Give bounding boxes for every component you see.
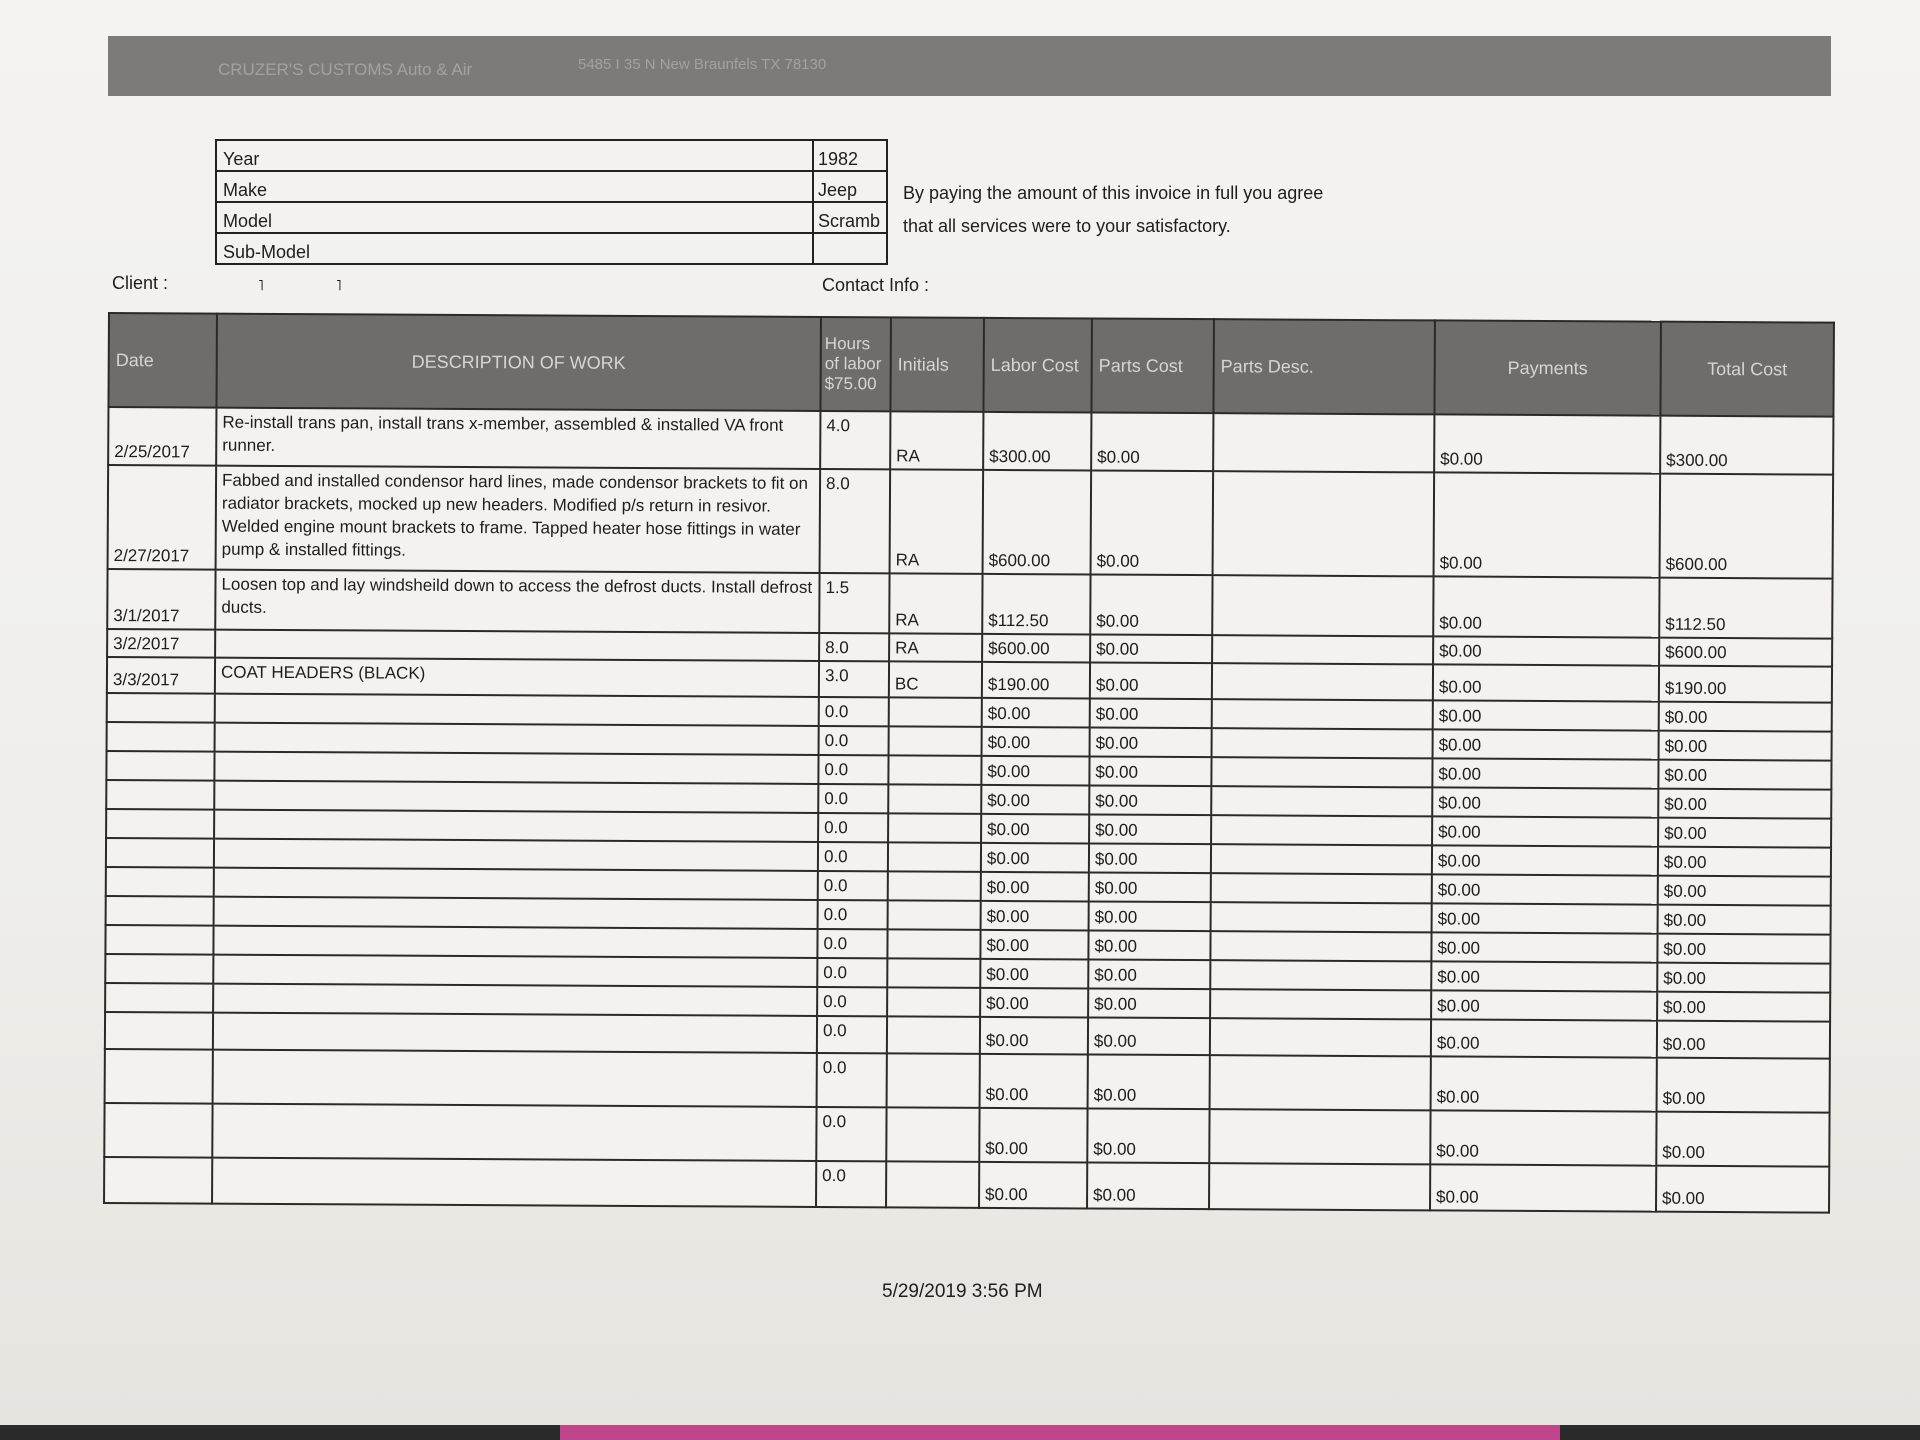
row-total-cost: $0.00 [1658, 876, 1831, 906]
table-row [104, 1157, 1829, 1213]
row-payments: $0.00 [1431, 932, 1657, 962]
row-parts-desc [1211, 786, 1432, 816]
row-description [213, 955, 817, 987]
row-payments: $0.00 [1433, 576, 1659, 637]
row-initials [888, 871, 981, 901]
row-hours: 0.0 [816, 1107, 886, 1161]
row-payments: $0.00 [1432, 903, 1658, 933]
row-labor-cost: $190.00 [982, 662, 1090, 699]
row-initials [887, 929, 980, 959]
agreement-line: By paying the amount of this invoice in full you agree [903, 183, 1324, 203]
row-parts-cost: $0.00 [1089, 843, 1211, 873]
row-payments: $0.00 [1432, 758, 1658, 788]
row-description [213, 1050, 817, 1107]
row-date: 3/1/2017 [107, 569, 215, 630]
row-initials [888, 755, 981, 785]
row-payments: $0.00 [1433, 636, 1659, 665]
row-parts-cost: $0.00 [1090, 634, 1212, 663]
row-hours: 1.5 [819, 573, 889, 633]
vehicle-row-submodel [216, 233, 887, 264]
row-total-cost: $0.00 [1658, 789, 1831, 819]
row-description: Re-install trans pan, install trans x-member, assembled & installed VA front runner. [216, 408, 820, 469]
col-total-cost-header: Total Cost [1660, 322, 1834, 417]
row-date [105, 925, 213, 955]
vehicle-value [813, 233, 887, 264]
row-initials [887, 987, 980, 1017]
col-date-header: Date [108, 313, 217, 408]
row-parts-desc [1211, 902, 1432, 932]
row-initials: RA [890, 411, 983, 470]
row-description [214, 781, 818, 813]
row-date [106, 896, 214, 926]
col-hours-header [820, 317, 891, 411]
row-parts-cost: $0.00 [1087, 1108, 1209, 1163]
row-parts-desc [1209, 1163, 1430, 1210]
row-parts-desc [1212, 699, 1433, 729]
row-parts-desc [1211, 815, 1432, 845]
row-parts-cost: $0.00 [1090, 727, 1212, 757]
row-parts-cost: $0.00 [1090, 662, 1212, 699]
row-initials: RA [889, 573, 982, 634]
row-description [214, 839, 818, 871]
row-labor-cost: $0.00 [979, 1108, 1087, 1163]
row-payments: $0.00 [1432, 816, 1658, 846]
col-payments-header: Payments [1434, 320, 1661, 415]
row-parts-desc [1210, 931, 1431, 961]
row-description: Loosen top and lay windsheild down to access the defrost ducts. Install defrost ducts. [215, 570, 819, 633]
vehicle-label: Model [216, 202, 813, 233]
row-total-cost: $0.00 [1657, 992, 1830, 1022]
row-total-cost: $0.00 [1657, 1021, 1830, 1059]
vehicle-label: Make [216, 171, 813, 202]
row-date [106, 751, 214, 781]
row-total-cost: $0.00 [1659, 702, 1832, 732]
row-date [105, 1049, 213, 1104]
row-date [105, 983, 213, 1013]
row-labor-cost: $0.00 [980, 988, 1088, 1018]
row-payments: $0.00 [1430, 1110, 1656, 1165]
row-hours: 0.0 [818, 871, 888, 900]
row-description: COAT HEADERS (BLACK) [215, 658, 819, 697]
print-timestamp: 5/29/2019 3:56 PM [882, 1281, 1043, 1302]
row-date: 2/25/2017 [108, 407, 216, 466]
row-hours: 8.0 [820, 469, 891, 573]
row-labor-cost: $300.00 [983, 412, 1091, 471]
row-labor-cost: $0.00 [982, 698, 1090, 728]
row-total-cost: $0.00 [1658, 847, 1831, 877]
row-total-cost: $0.00 [1659, 731, 1832, 761]
row-payments: $0.00 [1434, 472, 1661, 577]
row-parts-desc [1211, 757, 1432, 787]
row-payments: $0.00 [1432, 874, 1658, 904]
row-description [213, 1013, 817, 1053]
table-row [107, 569, 1832, 639]
row-labor-cost: $0.00 [981, 756, 1089, 786]
row-initials [886, 1161, 979, 1208]
col-parts-cost-header: Parts Cost [1091, 318, 1214, 413]
row-total-cost: $0.00 [1656, 1166, 1829, 1213]
row-initials [888, 813, 981, 843]
row-total-cost: $600.00 [1660, 474, 1834, 579]
shop-name: CRUZER'S CUSTOMS Auto & Air [218, 60, 473, 79]
row-description: Fabbed and installed condensor hard lines, made condensor brackets to fit on radiator brackets, mocked up new headers. Modified p/s return in resivor. Welded engine mount brackets to frame. Tapped heater hose fittings in water pump & installed fittings. [216, 466, 821, 573]
row-labor-cost: $0.00 [980, 1054, 1088, 1109]
row-total-cost: $300.00 [1660, 416, 1833, 475]
row-payments: $0.00 [1434, 414, 1660, 473]
row-parts-cost: $0.00 [1089, 901, 1211, 931]
row-hours: 0.0 [818, 813, 888, 842]
shop-banner [108, 36, 1831, 96]
row-initials [888, 842, 981, 872]
vehicle-row-year [216, 140, 887, 171]
table-row [108, 465, 1834, 579]
row-parts-desc [1211, 873, 1432, 903]
table-header-row [108, 313, 1833, 417]
row-initials [887, 1053, 980, 1108]
col-description-header: DESCRIPTION OF WORK [216, 314, 821, 411]
row-payments: $0.00 [1431, 961, 1657, 991]
row-total-cost: $0.00 [1658, 905, 1831, 935]
row-initials [889, 726, 982, 756]
row-total-cost: $0.00 [1658, 818, 1831, 848]
row-hours: 0.0 [817, 987, 887, 1016]
row-description [212, 1158, 816, 1207]
row-payments: $0.00 [1433, 729, 1659, 759]
row-total-cost: $0.00 [1657, 963, 1830, 993]
desk-surface [0, 1425, 1920, 1440]
row-parts-cost: $0.00 [1091, 412, 1213, 471]
row-hours: 3.0 [819, 661, 889, 697]
row-labor-cost: $0.00 [980, 1017, 1088, 1055]
agreement-text [903, 177, 1323, 243]
row-parts-cost: $0.00 [1089, 785, 1211, 815]
row-payments: $0.00 [1433, 664, 1659, 701]
row-description [212, 1104, 816, 1161]
row-description [214, 868, 818, 900]
row-initials [887, 1016, 980, 1054]
row-date [105, 1012, 213, 1050]
vehicle-value: Jeep [813, 171, 887, 202]
col-initials-header: Initials [890, 317, 984, 412]
row-parts-desc [1211, 844, 1432, 874]
row-parts-cost: $0.00 [1088, 959, 1210, 989]
row-parts-desc [1210, 960, 1431, 990]
row-hours: 0.0 [819, 697, 889, 726]
row-description [215, 694, 819, 726]
row-parts-cost: $0.00 [1088, 1017, 1210, 1055]
row-description [214, 752, 818, 784]
row-labor-cost: $0.00 [980, 930, 1088, 960]
row-initials: RA [890, 469, 984, 574]
row-parts-cost: $0.00 [1090, 698, 1212, 728]
row-date [104, 1157, 212, 1204]
row-total-cost: $0.00 [1657, 934, 1830, 964]
row-parts-cost: $0.00 [1087, 1162, 1209, 1209]
row-parts-cost: $0.00 [1088, 988, 1210, 1018]
row-hours: 0.0 [818, 755, 888, 784]
row-labor-cost: $0.00 [981, 843, 1089, 873]
row-date: 3/3/2017 [107, 657, 215, 694]
row-parts-desc [1212, 575, 1433, 636]
row-date [106, 809, 214, 839]
row-parts-cost: $0.00 [1090, 574, 1212, 635]
row-hours: 0.0 [818, 784, 888, 813]
row-labor-cost: $600.00 [983, 470, 1092, 575]
row-parts-cost: $0.00 [1088, 930, 1210, 960]
row-parts-desc [1212, 663, 1433, 700]
row-date [104, 1103, 212, 1158]
row-initials [888, 900, 981, 930]
vehicle-table [215, 139, 888, 265]
hours-header-line: of labor [824, 354, 882, 374]
row-parts-desc [1213, 413, 1434, 472]
row-labor-cost: $0.00 [982, 727, 1090, 757]
row-payments: $0.00 [1431, 1056, 1657, 1111]
row-description [213, 926, 817, 958]
row-parts-cost: $0.00 [1089, 814, 1211, 844]
row-description [214, 897, 818, 929]
col-labor-cost-header: Labor Cost [983, 318, 1092, 413]
row-parts-desc [1210, 1018, 1431, 1056]
row-total-cost: $112.50 [1659, 578, 1832, 639]
row-total-cost: $0.00 [1656, 1112, 1829, 1167]
table-row [105, 1049, 1830, 1113]
row-hours: 0.0 [817, 958, 887, 987]
row-parts-desc [1212, 728, 1433, 758]
vehicle-value: Scramb [813, 202, 887, 233]
agreement-line: that all services were to your satisfactory. [903, 216, 1231, 236]
row-hours: 4.0 [820, 411, 890, 469]
contact-info-label: Contact Info : [822, 275, 930, 295]
row-parts-cost: $0.00 [1089, 872, 1211, 902]
client-label: Client : [112, 273, 169, 293]
row-payments: $0.00 [1432, 787, 1658, 817]
row-date: 3/2/2017 [107, 629, 215, 658]
row-labor-cost: $0.00 [981, 901, 1089, 931]
row-parts-desc [1209, 1109, 1430, 1164]
row-description [213, 984, 817, 1016]
hours-header-line: Hours [824, 334, 871, 354]
work-order-table [103, 312, 1835, 1214]
table-row [104, 1103, 1829, 1167]
row-payments: $0.00 [1431, 1019, 1657, 1057]
row-date [106, 780, 214, 810]
row-date [106, 838, 214, 868]
row-parts-desc [1210, 1055, 1431, 1110]
row-payments: $0.00 [1431, 990, 1657, 1020]
row-description [215, 723, 819, 755]
row-labor-cost: $0.00 [981, 872, 1089, 902]
row-date [107, 722, 215, 752]
row-parts-desc [1213, 471, 1435, 576]
hours-header-line: $75.00 [824, 374, 877, 394]
row-total-cost: $190.00 [1659, 666, 1832, 703]
row-parts-cost: $0.00 [1089, 756, 1211, 786]
row-initials [889, 697, 982, 727]
row-date: 2/27/2017 [108, 465, 217, 570]
col-parts-desc-header: Parts Desc. [1213, 319, 1435, 414]
row-parts-desc [1212, 635, 1433, 664]
row-initials: RA [889, 633, 982, 662]
client-marks: ˥ ˥ [258, 277, 376, 294]
row-date [107, 693, 215, 723]
row-initials [887, 958, 980, 988]
row-hours: 0.0 [817, 929, 887, 958]
row-parts-desc [1210, 989, 1431, 1019]
row-labor-cost: $0.00 [979, 1162, 1087, 1209]
vehicle-label: Sub-Model [216, 233, 813, 264]
vehicle-value: 1982 [813, 140, 887, 171]
shop-address: 5485 I 35 N New Braunfels TX 78130 [578, 56, 827, 73]
row-hours: 0.0 [816, 1161, 886, 1207]
row-date [106, 867, 214, 897]
row-total-cost: $0.00 [1657, 1058, 1830, 1113]
row-date [105, 954, 213, 984]
row-hours: 0.0 [817, 1016, 887, 1053]
vehicle-label: Year [216, 140, 813, 171]
row-hours: 0.0 [817, 1053, 887, 1107]
row-hours: 0.0 [818, 900, 888, 929]
row-total-cost: $600.00 [1659, 638, 1832, 667]
row-total-cost: $0.00 [1658, 760, 1831, 790]
row-initials [886, 1107, 979, 1162]
row-payments: $0.00 [1430, 1164, 1656, 1211]
row-parts-cost: $0.00 [1088, 1054, 1210, 1109]
table-row [108, 407, 1833, 475]
row-description [214, 810, 818, 842]
pink-object [560, 1425, 1560, 1440]
row-labor-cost: $0.00 [981, 814, 1089, 844]
row-labor-cost: $600.00 [982, 634, 1090, 663]
row-hours: 8.0 [819, 633, 889, 661]
row-payments: $0.00 [1432, 845, 1658, 875]
row-hours: 0.0 [819, 726, 889, 755]
vehicle-row-model [216, 202, 887, 233]
row-labor-cost: $112.50 [982, 574, 1090, 635]
vehicle-row-make [216, 171, 887, 202]
row-description [215, 630, 819, 661]
row-parts-cost: $0.00 [1091, 470, 1214, 575]
row-labor-cost: $0.00 [981, 785, 1089, 815]
row-initials [888, 784, 981, 814]
row-payments: $0.00 [1433, 700, 1659, 730]
row-hours: 0.0 [818, 842, 888, 871]
row-initials: BC [889, 661, 982, 698]
row-labor-cost: $0.00 [980, 959, 1088, 989]
